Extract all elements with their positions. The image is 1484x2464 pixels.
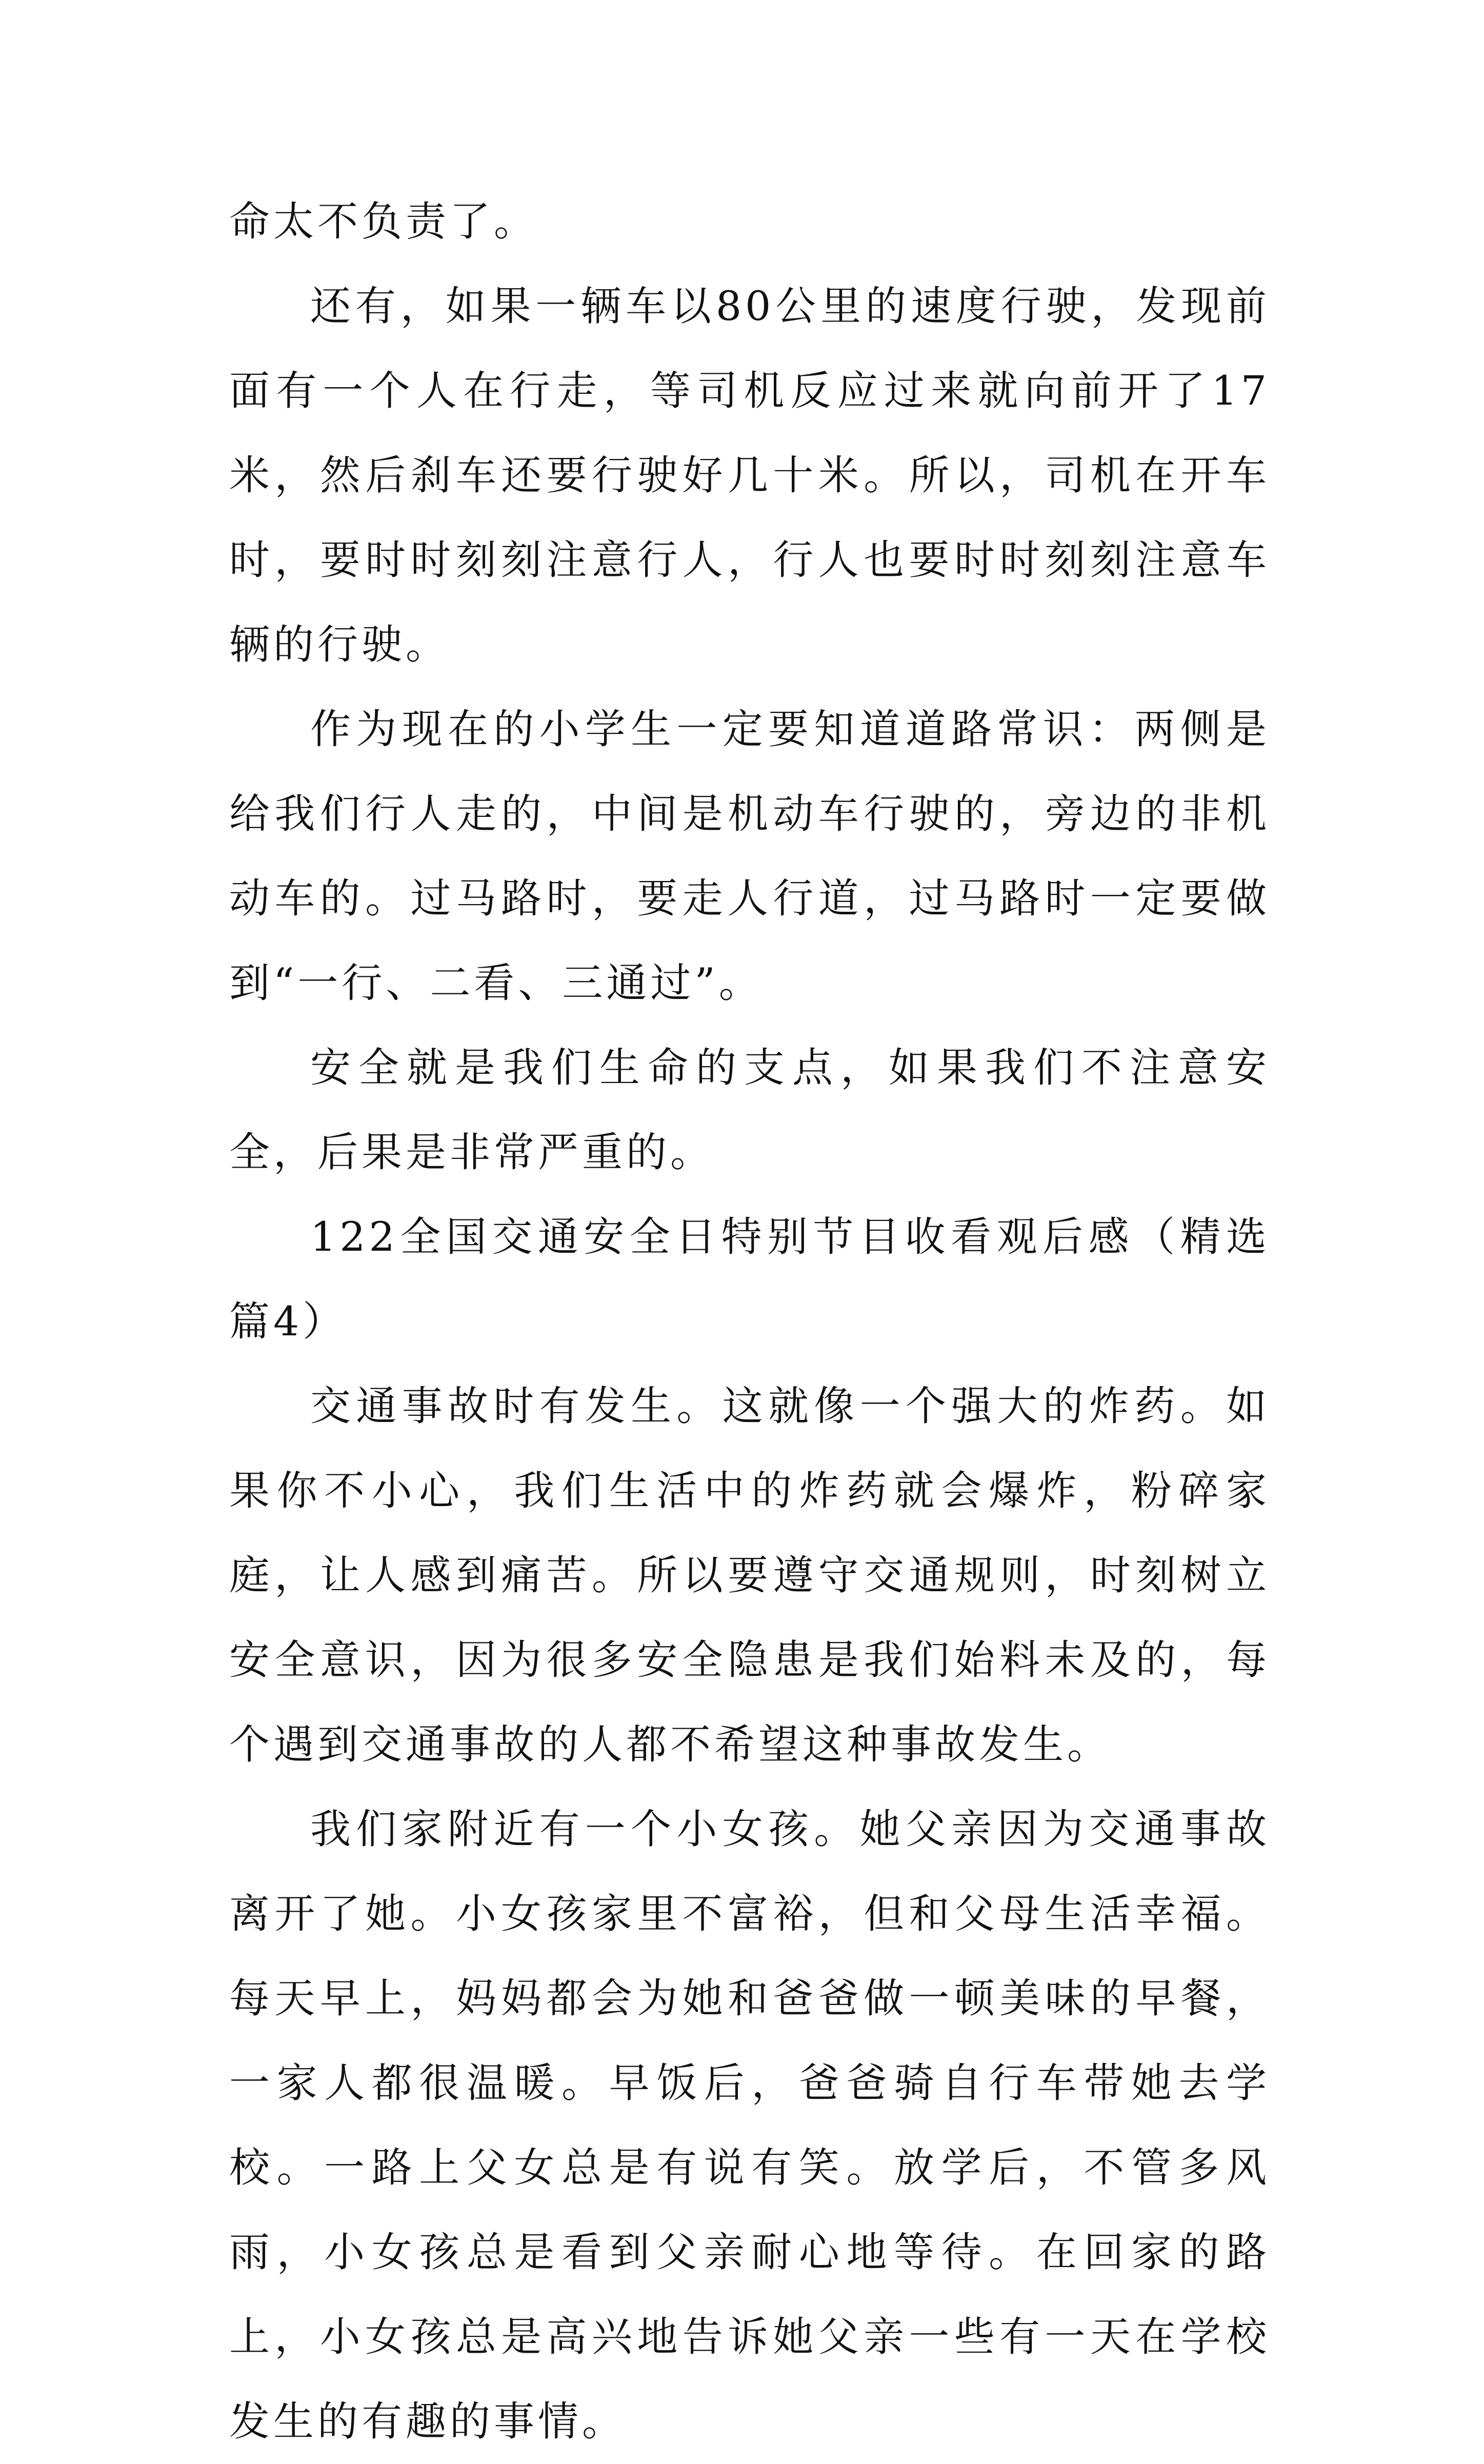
section-heading: 122全国交通安全日特别节目收看观后感（精选篇4） [229, 1213, 1270, 1345]
paragraph-driving-speed: 还有，如果一辆车以80公里的速度行驶，发现前面有一个人在行走，等司机反应过来就向前开了17米，然后刹车还要行驶好几十米。所以，司机在开车时，要时时刻刻注意行人，行人也要时时刻刻注意车辆的行驶。 [229, 283, 1270, 668]
paragraph-safety-fulcrum: 安全就是我们生命的支点，如果我们不注意安全，后果是非常严重的。 [229, 1044, 1270, 1176]
paragraph-little-girl-story: 我们家附近有一个小女孩。她父亲因为交通事故离开了她。小女孩家里不富裕，但和父母生活幸福。每天早上，妈妈都会为她和爸爸做一顿美味的早餐，一家人都很温暖。早饭后，爸爸骑自行车带她去学校。一路上父女总是有说有笑。放学后，不管多风雨，小女孩总是看到父亲耐心地等待。在回家的路上，小女孩总是高兴地告诉她父亲一些有一天在学校发生的有趣的事情。 [229, 1806, 1270, 2445]
paragraph-traffic-accidents: 交通事故时有发生。这就像一个强大的炸药。如果你不小心，我们生活中的炸药就会爆炸，粉碎家庭，让人感到痛苦。所以要遵守交通规则，时刻树立安全意识，因为很多安全隐患是我们始料未及的，每个遇到交通事故的人都不希望这种事故发生。 [229, 1383, 1270, 1768]
paragraph-continuation: 命太不负责了。 [229, 198, 538, 245]
paragraph-road-knowledge: 作为现在的小学生一定要知道道路常识：两侧是给我们行人走的，中间是机动车行驶的，旁边的非机动车的。过马路时，要走人行道，过马路时一定要做到“一行、二看、三通过”。 [229, 706, 1270, 1007]
document-body [229, 179, 1270, 2464]
